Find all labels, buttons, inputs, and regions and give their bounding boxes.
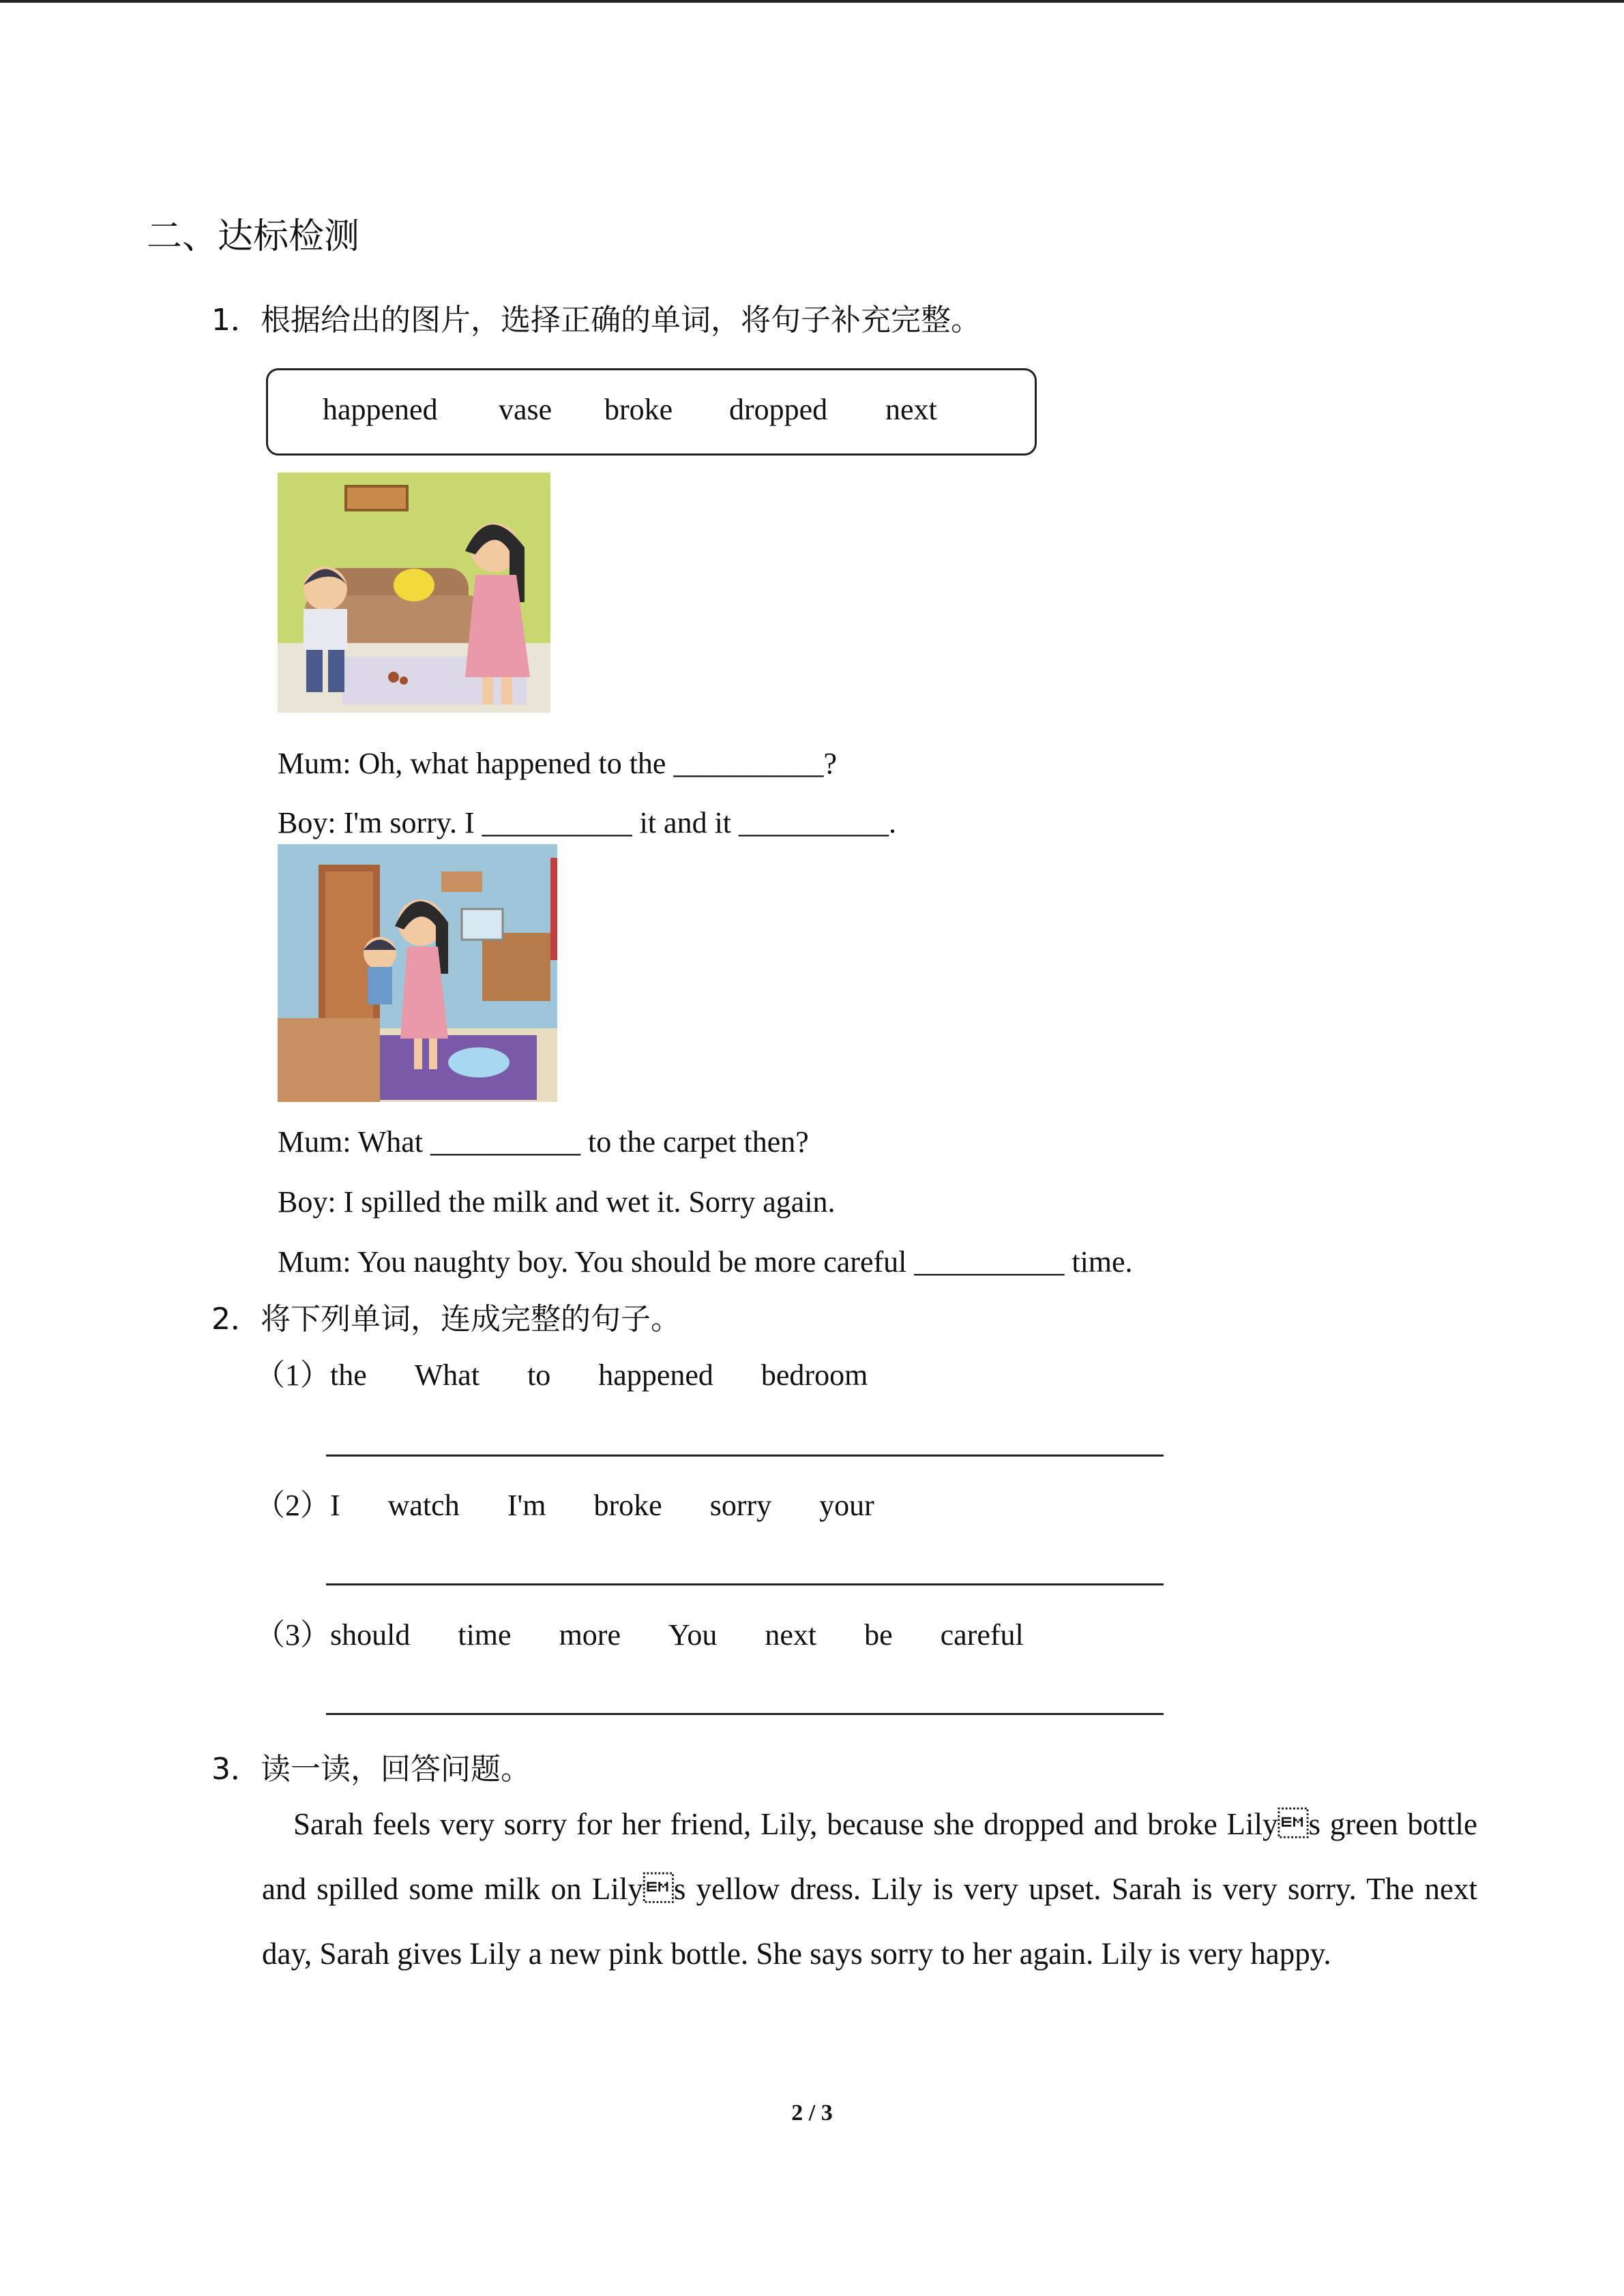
q2-item-2: [255, 1489, 922, 1523]
word-bank-item: vase: [499, 393, 552, 426]
dialogue2-line2: Boy: I spilled the milk and wet it. Sorry again.: [278, 1185, 836, 1219]
q3-instruction: 3．读一读，回答问题。: [211, 1752, 531, 1787]
answer-line-1[interactable]: [326, 1455, 1164, 1457]
scrambled-word: next: [765, 1618, 817, 1652]
scrambled-word: time: [458, 1618, 512, 1652]
scrambled-word: happened: [598, 1358, 713, 1392]
scrambled-word: watch: [387, 1489, 460, 1522]
dialogue1-line1: Mum: Oh, what happened to the __________?: [278, 747, 837, 780]
illustration-sofa: [278, 473, 550, 713]
q2-item-1: [255, 1358, 915, 1393]
scrambled-word: sorry: [709, 1489, 772, 1522]
passage-text: Sarah feels very sorry for her friend, Lily, because she dropped and broke Lilys green bottle and spilled some milk on Lilys yellow dress. Lily is very upset. Sarah is very sorry. The next day, Sarah gives Lily a new pink bottle. She says sorry to her again. Lily is very happy.: [262, 1807, 1477, 1971]
dialogue1-line2: Boy: I'm sorry. I __________ it and it __________.: [278, 806, 897, 839]
scrambled-word: more: [559, 1618, 621, 1652]
scrambled-word: to: [527, 1358, 551, 1392]
answer-line-2[interactable]: [326, 1583, 1164, 1585]
top-border: [0, 0, 1624, 3]
q2-item-3: [255, 1618, 1072, 1653]
scrambled-word: be: [864, 1618, 893, 1652]
dialogue2-line3: Mum: You naughty boy. You should be more careful __________ time.: [278, 1245, 1133, 1279]
scrambled-word: should: [330, 1618, 411, 1652]
page-number: 2 / 3: [791, 2100, 833, 2126]
section-title: 二、达标检测: [147, 216, 360, 257]
scrambled-word: What: [414, 1358, 480, 1392]
q1-instruction: 1．根据给出的图片，选择正确的单词，将句子补充完整。: [211, 303, 981, 338]
word-bank-item: broke: [604, 393, 673, 426]
scrambled-word: I: [330, 1489, 340, 1522]
scrambled-word: I'm: [507, 1489, 546, 1522]
word-bank-item: happened: [323, 393, 438, 426]
item-number: （1）: [255, 1358, 330, 1392]
word-bank: [266, 368, 1037, 456]
scrambled-word: careful: [940, 1618, 1024, 1652]
item-number: （3）: [255, 1618, 330, 1652]
word-bank-item: next: [885, 393, 937, 426]
item-number: （2）: [255, 1489, 330, 1522]
reading-passage: [262, 1792, 1477, 1986]
scrambled-word: You: [668, 1618, 718, 1652]
illustration-bedroom: [278, 844, 557, 1102]
scrambled-word: your: [819, 1489, 874, 1522]
q2-instruction: 2．将下列单词，连成完整的句子。: [211, 1302, 681, 1337]
word-bank-item: dropped: [729, 393, 828, 426]
scrambled-word: the: [330, 1358, 367, 1392]
scrambled-word: broke: [593, 1489, 662, 1522]
dialogue2-line1: Mum: What __________ to the carpet then?: [278, 1125, 809, 1159]
scrambled-word: bedroom: [761, 1358, 868, 1392]
answer-line-3[interactable]: [326, 1713, 1164, 1715]
